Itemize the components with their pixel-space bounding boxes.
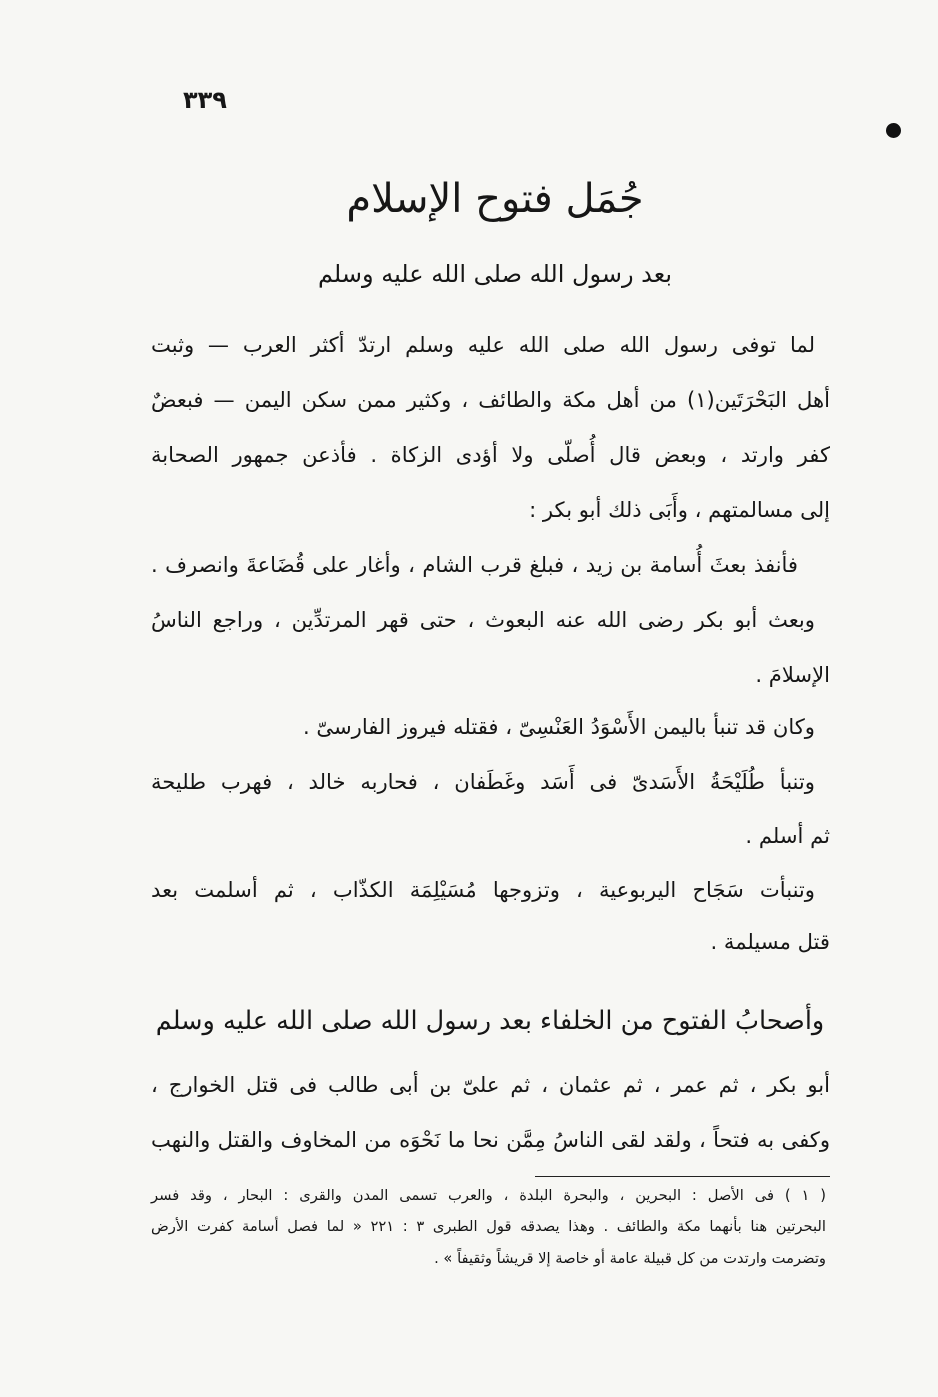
- paragraph-line: [150, 865, 830, 915]
- line-text: لما توفى رسول الله صلى الله عليه وسلم ارتدّ أكثر العرب — وثبت: [151, 332, 815, 357]
- chapter-subtitle-text: بعد رسول الله صلى الله عليه وسلم: [317, 260, 673, 288]
- footnote-rule: [535, 1176, 830, 1177]
- chapter-subtitle: [160, 252, 830, 296]
- footnote-line: [150, 1211, 826, 1241]
- line-text: أبو بكر ، ثم عمر ، ثم عثمان ، ثم علىّ بن أبى طالب فى قتل الخوارج ،: [151, 1072, 830, 1097]
- paragraph-line: [150, 375, 830, 425]
- paragraph-line: [150, 485, 830, 535]
- chapter-title-text: جُمَل فتوح الإسلام: [346, 176, 644, 222]
- line-text: وتنبأ طُلَيْحَةُ الأَسَدىّ فى أَسَد وغَطَفان ، فحاربه خالد ، فهرب طليحة: [151, 769, 815, 794]
- ink-spot: [886, 123, 901, 138]
- footnote-text: ( ١ ) فى الأصل : البحرين ، والبحرة البلدة ، والعرب تسمى المدن والقرى : البحار ، وقد فسر: [151, 1187, 826, 1204]
- paragraph-line: [150, 1115, 830, 1165]
- line-text: كفر وارتد ، وبعض قال أُصلّى ولا أؤدى الزكاة . فأذعن جمهور الصحابة: [151, 442, 830, 467]
- paragraph-line: [150, 1060, 830, 1110]
- footnote-text: البحرتين هنا بأنهما مكة والطائف . وهذا يصدقه قول الطبرى ٣ : ٢٢١ « لما فصل أسامة كفرت الأرض: [151, 1218, 826, 1235]
- line-text: إلى مسالمتهم ، وأَبَى ذلك أبو بكر :: [529, 497, 830, 522]
- section-heading: [150, 994, 830, 1046]
- line-text: ثم أسلم .: [745, 823, 830, 848]
- paragraph-line: [150, 702, 830, 752]
- chapter-title: [160, 170, 830, 228]
- line-text: الإسلامَ .: [755, 662, 830, 687]
- line-text: وتنبأت سَجَاح اليربوعية ، وتزوجها مُسَيْلِمَة الكذّاب ، ثم أسلمت بعد: [151, 877, 815, 902]
- footnote-line: [150, 1180, 826, 1210]
- paragraph-line: [150, 811, 830, 861]
- paragraph-line: [150, 540, 830, 590]
- line-text: وكان قد تنبأ باليمن الأَسْوَدُ العَنْسِىّ ، فقتله فيروز الفارسىّ .: [302, 714, 815, 739]
- footnote-line: [150, 1243, 826, 1273]
- paragraph-line: [150, 595, 830, 645]
- section-heading-text: وأصحابُ الفتوح من الخلفاء بعد رسول الله صلى الله عليه وسلم: [155, 1006, 825, 1036]
- page-number: ٣٣٩: [183, 86, 227, 114]
- line-text: وكفى به فتحاً ، ولقد لقى الناسُ مِمَّن نحا ما نَحْوَه من المخاوف والقتل والنهب: [151, 1127, 830, 1152]
- line-text: فأنفذ بعثَ أُسامة بن زيد ، فبلغ قرب الشام ، وأغار على قُضَاعةَ وانصرف .: [151, 552, 798, 577]
- line-text: وبعث أبو بكر رضى الله عنه البعوث ، حتى قهر المرتدِّين ، وراجع الناسُ: [151, 607, 815, 632]
- footnote-text: وتضرمت وارتدت من كل قبيلة عامة أو خاصة إلا قريشاً وثقيفاً » .: [434, 1250, 826, 1267]
- paragraph-line: [150, 320, 830, 370]
- paragraph-line: [150, 757, 830, 807]
- paragraph-line: [150, 650, 830, 700]
- paragraph-line: [150, 917, 830, 967]
- line-text: أهل البَحْرَتَين(١) من أهل مكة والطائف ، وكثير ممن سكن اليمن — فبعضٌ: [151, 387, 830, 412]
- line-text: قتل مسيلمة .: [710, 929, 830, 954]
- paragraph-line: [150, 430, 830, 480]
